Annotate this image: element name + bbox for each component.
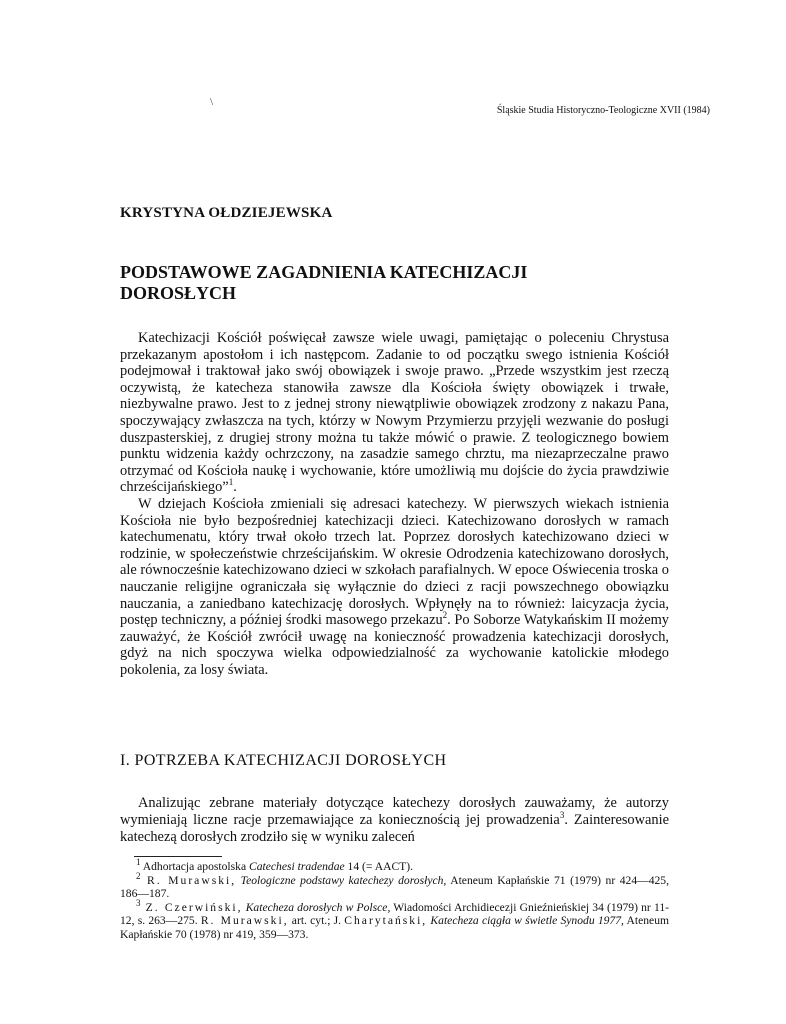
title-line-2: DOROSŁYCH [120, 283, 237, 303]
footnote-3-title-2: Katecheza ciągła w świetle Synodu 1977, [427, 914, 624, 928]
footnote-ref-2: 2 [442, 610, 448, 621]
title-line-1: PODSTAWOWE ZAGADNIENIA KATECHIZACJI [120, 262, 528, 282]
footnote-divider [134, 856, 222, 857]
footnote-1-title: Catechesi tradendae [249, 860, 345, 873]
footnote-1-number: 1 [136, 857, 141, 868]
scan-speck: \ [210, 96, 214, 108]
running-header: Śląskie Studia Historyczno-Teologiczne XVII (1984) [496, 105, 710, 116]
footnote-2-author: R. Murawski, [140, 873, 237, 887]
section-heading-1: I. POTRZEBA KATECHIZACJI DOROSŁYCH [120, 752, 447, 769]
footnote-3-author-3: Charytański, [344, 914, 428, 928]
footnotes [120, 857, 670, 942]
footnote-2-post: Ateneum Kapłańskie 71 (1979) nr 424—425, 186—187. [120, 873, 670, 901]
footnote-3-author: Z. Czerwiński, [140, 900, 243, 914]
footnote-3 [120, 897, 670, 942]
footnote-1 [120, 857, 669, 874]
footnote-3-number: 3 [136, 897, 141, 908]
footnote-3-post: Ateneum Kapłańskie 70 (1978) nr 419, 359—373. [120, 914, 670, 941]
intro-p2-text-a: W dziejach Kościoła zmieniali się adresaci katechezy. W pierwszych wiekach istnienia Kościoła nie było bezpośredniej katechizacji dzieci. Katechizowano dorosłych w ramach katechumenatu, który trwał około trzech lat. Poprzez dorosłych katechizowano dzieci w rodzinie, w społeczeństwie chrześcijańskim. W okresie Odrodzenia katechizowano dorosłych, ale równocześnie katechizowano dzieci w szkołach parafialnych. W epoce Oświecenia troska o nauczanie religijne ograniczała się wyłącznie do dzieci z racji powszechnego obowiązku nauczania, a zaniedbano katechizację dorosłych. Wpłynęły na to również: laicyzacja życia, postęp techniczny, a później środki masowego przekazu [120, 495, 669, 629]
article-title [120, 262, 680, 304]
footnote-ref-3: 3 [559, 810, 565, 820]
footnote-3-mid: Wiadomości Archidiecezji Gnieźnieńskiej 34 (1979) nr 11-12, s. 263—275. [120, 900, 669, 928]
footnote-3-mid-2: art. cyt.; J. [288, 914, 345, 928]
intro-paragraph-2 [120, 496, 669, 679]
footnote-1-post: 14 (= AACT). [344, 860, 414, 873]
footnote-3-author-2: R. Murawski, [200, 914, 289, 928]
intro-p1-end: . [233, 479, 237, 496]
section-1-paragraph-1 [120, 795, 669, 845]
footnote-ref-1: 1 [228, 477, 234, 488]
intro-body [120, 330, 669, 678]
intro-p1-text: Katechizacji Kościół poświęcał zawsze wiele uwagi, pamiętając o poleceniu Chrystusa przekazanym apostołom i ich następcom. Zadanie to od początku swego istnienia Kościół podejmował i traktował jako swój obowiązek i swoje prawo. „Przede wszystkim jest rzeczą oczywistą, że katecheza stanowiła zawsze dla Kościoła święty obowiązek i trwałe, niezbywalne prawo. Jest to z jednej strony niewątpliwie obowiązek zrodzony z nakazu Pana, spoczywający zwłaszcza na tych, którzy w Nowym Przymierzu przyjęli wezwanie do posługi duszpasterskiej, z drugiej strony można tu także mówić o prawie. Z teologicznego bowiem punktu widzenia każdy ochrzczony, na zasadzie samego chrztu, ma niezaprzeczalne prawo otrzymać od Kościoła naukę i wychowanie, które umożliwią mu dojście do życia prawdziwie chrześcijańskiego” [120, 330, 669, 496]
section-1-p1-text-a: Analizując zebrane materiały dotyczące katechezy dorosłych zauważamy, że autorzy wymieniają liczne racje przemawiające za koniecznością jej prowadzenia [120, 795, 669, 828]
footnote-2-number: 2 [136, 870, 141, 881]
intro-p2-text-b: . Po Soborze Watykańskim II możemy zauważyć, że Kościół zwrócił uwagę na konieczność prowadzenia katechizacji dorosłych, gdyż na nich spoczywa wielka odpowiedzialność za wychowanie katolickie młodego pokolenia, za losy świata. [120, 612, 670, 678]
footnote-1-pre: Adhortacja apostolska [140, 860, 250, 873]
footnote-2 [120, 870, 670, 901]
article-author: KRYSTYNA OŁDZIEJEWSKA [120, 205, 333, 221]
footnote-3-title: Katecheza dorosłych w Polsce, [242, 900, 391, 914]
section-1-p1-text-b: . Zainteresowanie katechezą dorosłych zrodziło się w wyniku zaleceń [120, 811, 669, 845]
section-1-body [120, 795, 669, 845]
footnote-2-title: Teologiczne podstawy katechezy dorosłych, [236, 873, 447, 887]
intro-paragraph-1 [120, 330, 669, 496]
